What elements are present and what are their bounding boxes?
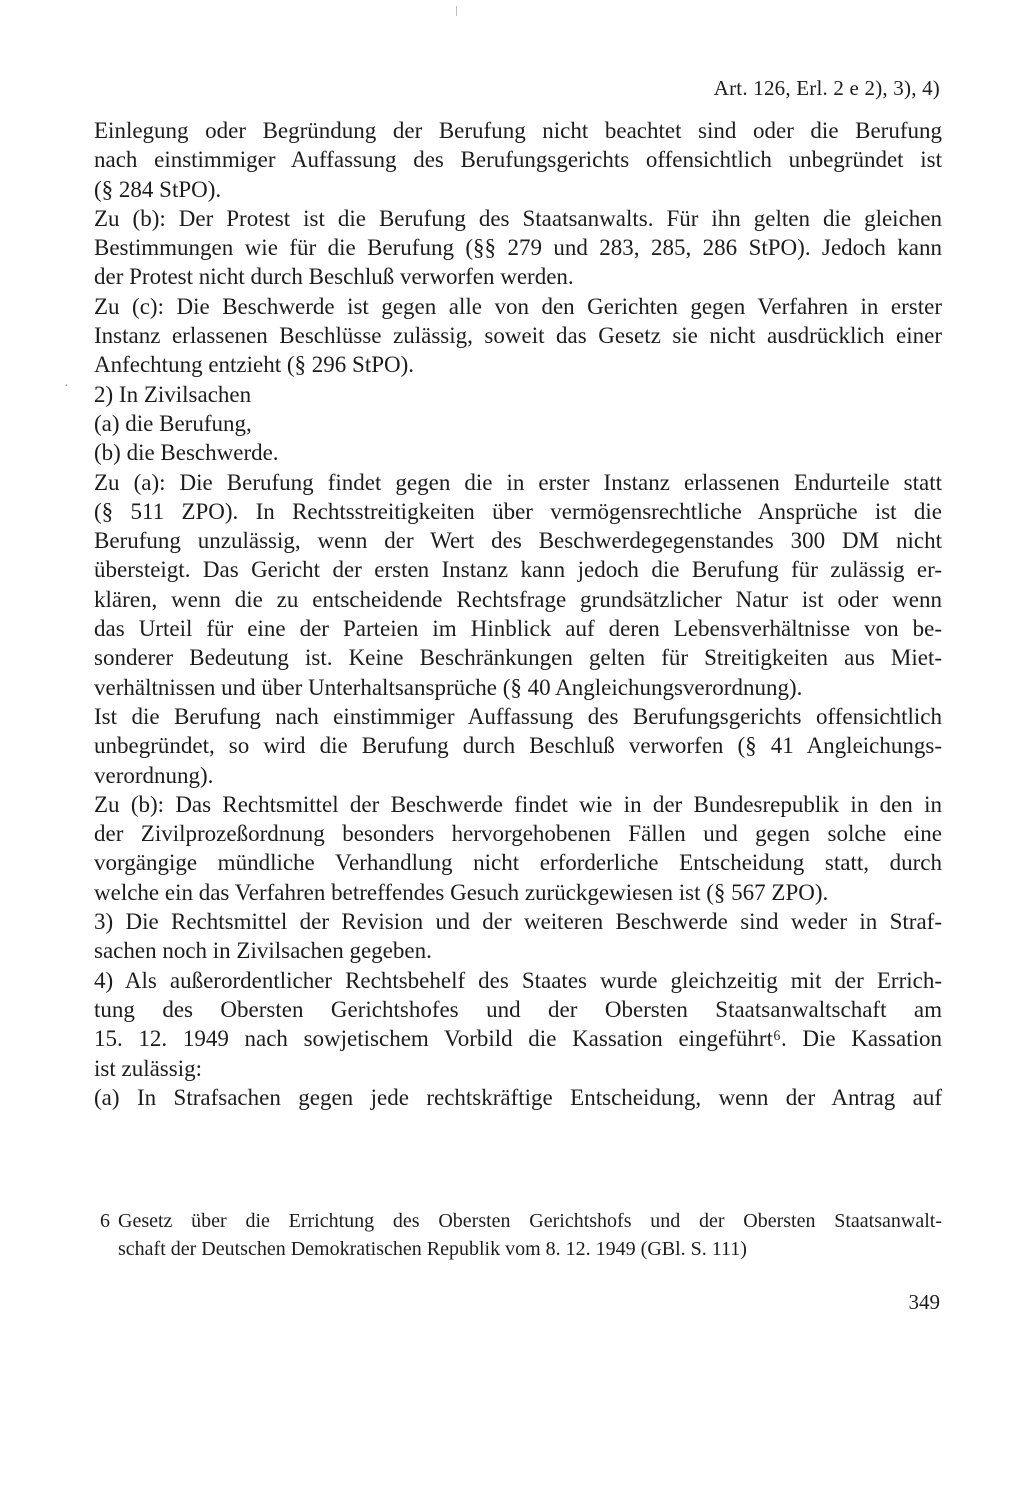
text-line: verhältnissen und über Unterhaltsansprüche (§ 40 Angleichungsverordnung).: [94, 674, 803, 700]
body-text: [94, 116, 942, 1112]
footnote-line: schaft der Deutschen Demokratischen Republik vom 8. 12. 1949 (GBl. S. 111): [118, 1238, 747, 1260]
text-line: ist zulässig:: [94, 1055, 202, 1081]
text-line: sonderer Bedeutung ist. Keine Beschränkungen gelten für Streitigkeiten aus Miet-: [94, 645, 942, 671]
footnote-number: 6: [100, 1210, 110, 1232]
text-line: Zu (a): Die Berufung findet gegen die in erster Instanz erlassenen Endurteile statt: [94, 469, 942, 495]
footnote: [100, 1207, 942, 1263]
text-line: sachen noch in Zivilsachen gegeben.: [94, 938, 432, 964]
footnote-line: Gesetz über die Errichtung des Obersten Gerichtshofs und der Obersten Staatsanwalt-: [118, 1210, 942, 1232]
page-number: 349: [908, 1290, 940, 1314]
text-line: Bestimmungen wie für die Berufung (§§ 279 und 283, 285, 286 StPO). Jedoch kann: [94, 235, 942, 261]
text-line: Zu (b): Der Protest ist die Berufung des Staatsanwalts. Für ihn gelten die gleichen: [94, 205, 942, 231]
text-line: Zu (c): Die Beschwerde ist gegen alle von den Gerichten gegen Verfahren in erster: [94, 293, 942, 319]
text-line: (a) In Strafsachen gegen jede rechtskräftige Entscheidung, wenn der Antrag auf: [94, 1084, 942, 1110]
text-line: nach einstimmiger Auffassung des Berufungsgerichts offensichtlich unbegründet ist: [94, 147, 942, 173]
text-line: 4) Als außerordentlicher Rechtsbehelf des Staates wurde gleichzeitig mit der Errich-: [94, 967, 942, 993]
text-line: Zu (b): Das Rechtsmittel der Beschwerde findet wie in der Bundesrepublik in den in: [94, 791, 942, 817]
text-line: der Protest nicht durch Beschluß verworfen werden.: [94, 264, 574, 290]
text-line: (a) die Berufung,: [94, 410, 252, 436]
text-line: 2) In Zivilsachen: [94, 381, 252, 407]
text-line: klären, wenn die zu entscheidende Rechtsfrage grundsätzlicher Natur ist oder wenn: [94, 586, 942, 612]
text-line: (§ 511 ZPO). In Rechtsstreitigkeiten über vermögensrechtliche Ansprüche ist die: [94, 498, 942, 524]
text-line: das Urteil für eine der Parteien im Hinblick auf deren Lebensverhältnisse von be-: [94, 616, 942, 642]
text-line: (b) die Beschwerde.: [94, 440, 279, 466]
text-line: Ist die Berufung nach einstimmiger Auffassung des Berufungsgerichts offensichtlich: [94, 703, 942, 729]
margin-mark: ·: [64, 379, 69, 394]
text-line: 15. 12. 1949 nach sowjetischem Vorbild die Kassation eingeführt⁶. Die Kassation: [94, 1026, 942, 1052]
text-line: 3) Die Rechtsmittel der Revision und der weiteren Beschwerde sind weder in Straf-: [94, 909, 942, 935]
text-line: tung des Obersten Gerichtshofes und der Obersten Staatsanwaltschaft am: [94, 996, 942, 1022]
text-line: Berufung unzulässig, wenn der Wert des Beschwerdegegenstandes 300 DM nicht: [94, 528, 942, 554]
text-line: der Zivilprozeßordnung besonders hervorgehobenen Fällen und gegen solche eine: [94, 821, 942, 847]
text-line: vorgängige mündliche Verhandlung nicht erforderliche Entscheidung statt, durch: [94, 850, 942, 876]
text-line: übersteigt. Das Gericht der ersten Instanz kann jedoch die Berufung für zulässig er-: [94, 557, 942, 583]
text-line: (§ 284 StPO).: [94, 176, 222, 202]
text-line: welche ein das Verfahren betreffendes Gesuch zurückgewiesen ist (§ 567 ZPO).: [94, 879, 829, 905]
text-line: Einlegung oder Begründung der Berufung nicht beachtet sind oder die Berufung: [94, 118, 942, 143]
scan-artifact-mark: [456, 6, 457, 16]
running-header: Art. 126, Erl. 2 e 2), 3), 4): [713, 76, 940, 100]
text-line: Instanz erlassenen Beschlüsse zulässig, soweit das Gesetz sie nicht ausdrücklich einer: [94, 323, 942, 349]
text-line: Anfechtung entzieht (§ 296 StPO).: [94, 352, 415, 378]
footnote-text: [100, 1207, 942, 1263]
text-line: verordnung).: [94, 762, 214, 788]
text-line: unbegründet, so wird die Berufung durch Beschluß verworfen (§ 41 Angleichungs-: [94, 733, 942, 759]
